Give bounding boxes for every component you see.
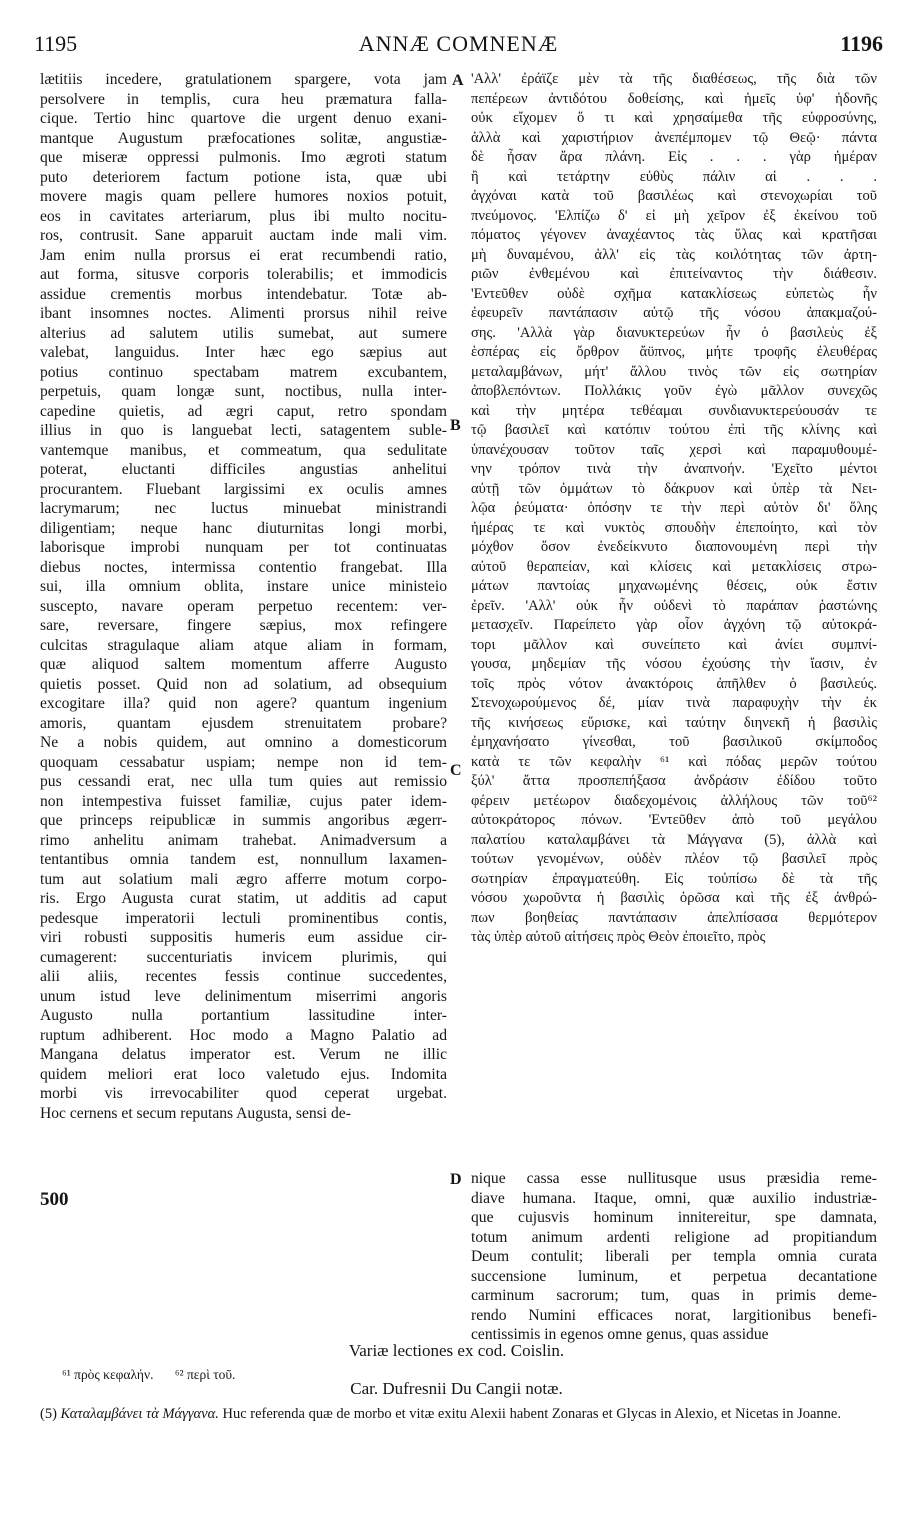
latin-text-line: ruptum adhiberent. Hoc modo a Magno Palatio ad [40,1026,447,1044]
latin-continuation [471,1169,877,1345]
greek-text-line: ἀποβλεπόντων. Πολλάκις γοῦν ἐγὼ μᾶλλον συνεχῶς [471,383,877,399]
margin-mark-c: C [450,762,462,779]
greek-text-line: κατὰ τε τῶν κεφαλὴν ⁶¹ καὶ πόδας μερῶν τούτου [471,753,877,770]
margin-mark-d: D [450,1171,462,1188]
footnote-text: Huc referenda quæ de morbo et vitæ exitu Alexii habent Zonaras et Glycas in Alexio, et Nicetas in Joanne. [222,1406,841,1422]
greek-text-line: ἡμέρας τε καὶ νυκτὸς σπουδὴν ἐπεποίητο, καὶ τὸν [471,519,877,536]
latin-text-line: cumagerent: succenturiatis invicem plurimis, qui [40,948,447,966]
latin-text-line: pedesque imperatorii lectuli prominentibus contis, [40,909,447,927]
greek-text-line: μόχθον ὅσον ἐνεδείκνυτο διαπονουμένη περὶ τὴν [471,539,877,555]
latin-text-line: ris. Ergo Augusta curat statim, ut additis ad caput [40,890,447,907]
latin-text-line: lacrymarum; nec luctus minuebat ministrandi [40,500,447,517]
latin-text-line: ibant insomnes noctes. Alimenti prorsus nihil reive [40,305,447,322]
latin-text-line: rendo Numini efficaces norat, largitionibus benefi- [471,1306,877,1324]
latin-text-line: sare, reversare, fingere sæpius, mox refingere [40,617,447,634]
greek-text-line: οὐκ εἴχομεν ὅ τι καὶ χρησαίμεθα τῆς εὐφροσύνης, [471,110,877,126]
latin-text-line: Ne a nobis quidem, aut omnino a domesticorum [40,734,447,751]
latin-text-line: alterius ad salutem utilis sumebat, aut sumere [40,324,447,342]
latin-text-line: quoquam cessabatur uspiam; nempe non id tem- [40,753,447,771]
greek-text-line: ἐμηχανήσατο γίνεσθαι, τοῦ βασιλικοῦ σκίμποδος [471,734,877,750]
greek-text-line: μὴ δυναμένου, ἀλλ' εἰς τὰς κοιλότητας τῶν ἀρτη- [471,246,877,263]
greek-text-line: ἀγχόναι κατὰ τοῦ βασιλέως καὶ στενοχωρίαι τοῦ [471,188,877,204]
latin-text-line: centissimis in egenos omne genus, quas assidue [471,1326,769,1343]
notes-heading: Car. Dufresnii Du Cangii notæ. [350,1379,563,1398]
greek-text-line: μάτων παντοίας μηχανωμένης θέσεις, οὐκ ἔστιν [471,578,877,594]
latin-text-line: Mangana delatus imperator est. Verum ne illic [40,1046,447,1063]
greek-text-line: ἐρεῖν. 'Αλλ' οὐκ ἦν οὐδενὶ τὸ παράπαν ῥαστώνης [471,597,877,614]
latin-text-line: poterat, eluctanti difficiles angustias anhelitui [40,461,447,478]
latin-text-line: laborisque improbi nunquam per tot continuatas [40,539,447,556]
greek-text-line: ἐφευρεῖν παντάπασιν αὐτῷ τῆς νόσου ἀπακμαζού- [471,305,877,321]
greek-text-line: πόματος γέγονεν ἀναχέαντος τὰς ὕλας καὶ κρατῆσαι [471,227,877,243]
page-number-right: 1196 [840,31,883,56]
greek-text-line: τορι μᾶλλον καὶ συνείπετο καὶ ἀνίει συμπνί- [471,636,877,653]
latin-text-line: alii aliis, recentes fessis continue succedentes, [40,968,447,985]
greek-text-line: 'Εντεῦθεν οὐδὲ σχῆμα κατακλίσεως εὐπετὼς ἦν [471,285,877,302]
latin-text-line: diligentiam; neque hanc diuturnitas longi morbi, [40,519,447,537]
latin-text-line: que miseræ oppressi pulmonis. Imo ægroti statum [40,149,447,166]
greek-text-line: παλατίου καταλαμβάνει τὰ Μάγγανα (5), ἀλλὰ καὶ [471,831,877,848]
greek-text-line: νην τρόπον τινὰ τὴν ἀναπνοήν. 'Εχεῖτο μέντοι [471,461,877,477]
latin-text-line: Deum contulit; liberali per templa omnia curata [471,1248,877,1265]
greek-text-line: 'Αλλ' ἐράϊζε μὲν τὰ τῆς διαθέσεως, τῆς διὰ τῶν [471,71,877,87]
greek-text-line: ριῶν ἐνθεμένου καὶ ἐπιτείναντος τὴν διάθεσιν. [471,266,877,282]
greek-text-line: ξύλ' ἄττα προσπεπήξασα ἀνδράσιν ἐδίδου τοῦτο [471,773,877,789]
latin-text-line: perpetuis, quam longæ sunt, noctibus, nulla inter- [40,383,447,400]
latin-text-line: diave humana. Itaque, omni, quæ auxilio industriæ- [471,1189,877,1207]
latin-text-line: quæ aliquod saltem momentum afferre Augusto [40,656,447,673]
greek-text-line: αὐτῇ τῶν ὀμμάτων τὸ δάκρυον καὶ ὑπὲρ τὰ Νει- [471,480,877,497]
latin-text-line: puto deteriorem factum potione ista, quæ ubi [40,168,447,186]
greek-text-line: τοῖς πρὸς νότον ἀνακτόροις ἀπῆλθεν ὁ βασιλεύς. [471,675,877,692]
greek-text-line: τῷ βασιλεῖ καὶ κατόπιν τούτου ἐπὶ τῆς κλίνης καὶ [471,422,877,438]
greek-text-line: πων βοηθείας παντάπασιν ἀπελπίσασα θερμότερον [471,909,877,926]
latin-text-line: culcitas stragulaque aliam atque aliam in formam, [40,636,447,654]
greek-text-line: αὐτοῦ θεραπείαν, καὶ κλίσεις καὶ μετακλίσεις στρω- [471,558,877,575]
running-title: ANNÆ COMNENÆ [358,31,559,56]
latin-text-line: tum aut solatium mali ægro afferre motum corpo- [40,870,447,888]
latin-text-line: unum istud leve delinimentum miserrimi angoris [40,987,447,1005]
greek-text-line: μεταλαμβάνων, μήτ' ἄλλου τινὸς τῶν εἰς σωτηρίαν [471,363,877,380]
greek-text-line: φέρειν μετέωρον διαδεχομένοις ἀλλήλους τῶν τοῦ⁶² [471,792,877,809]
latin-text-line: succensione luminum, et perpetua decantatione [471,1267,877,1285]
margin-mark-a: A [452,72,464,89]
latin-text-line: cique. Tertio hinc quartove die urgent denuo exani- [40,110,447,127]
latin-text-line: diebus noctes, intermissa contentio frangebat. Illa [40,558,447,576]
greek-text-line: τῆς κινήσεως εὕρισκε, καὶ ταύτην διηνεκῆ ἡ βασιλὶς [471,714,877,731]
greek-text-line: αὐτοκράτορος πόνων. 'Εντεῦθεν ἀπὸ τοῦ μεγάλου [471,812,877,828]
greek-text-line: σωτηρίαν ἐπραγματεύθη. Εἰς τοὐπίσω δὲ τὰ τῆς [471,870,877,887]
latin-text-line: valebat, languidus. Inter hæc ego sæpius aut [40,344,447,361]
variant-reading-61: ⁶¹ πρὸς κεφαλήν. [62,1367,154,1382]
footnote-greek: Καταλαμβάνει τὰ Μάγγανα. [60,1406,219,1422]
latin-text-line: tentantibus omnia tandem est, nonnullum laxamen- [40,851,447,868]
latin-text-line: mantque Augustum præfocationes solitæ, angustiæ- [40,129,447,147]
latin-text-line: non intempestiva fuisset familiæ, cujus pater idem- [40,792,447,810]
latin-text-line: vantemque manibus, et commeatum, qua sedulitate [40,441,447,459]
footnote [40,1405,870,1423]
latin-text-line: ros, contrusit. Sane apparuit auctam inde mali vim. [40,227,447,244]
latin-text-line: que princeps reipublicæ in summis angoribus ægerr- [40,812,447,829]
latin-text-line: Augusto nulla portantium lassitudine inter- [40,1007,447,1024]
greek-text-line: γουσα, μηδεμίαν τῆς νόσου ἐχούσης τὴν ἴασιν, ἐν [471,656,877,672]
latin-text-line: Jam enim nulla prorsus ei erat recumbendi ratio, [40,246,447,264]
greek-text-line: λῷα ῥεύματα· ὁπόσην τε τὴν περὶ αὐτὸν δι' ὅλης [471,500,877,516]
greek-text-line: Στενοχωρούμενος δέ, μίαν τινὰ παραφυχὴν τὴν ἐκ [471,695,877,711]
latin-text-line: rimo anhelitu animam trahebat. Animadversum a [40,831,447,849]
latin-text-line: eos in cavitates arteriarum, plus ibi multo nocitu- [40,207,447,225]
greek-text-line: πεπέρεων ἀντιδότου δοθείσης, καὶ ἡμεῖς ὑφ' ἡδονῆς [471,90,877,107]
greek-text-line: νόσου χωροῦντα ἡ βασιλὶς ὁρῶσα καὶ τῆς ἐξ ἀνθρώ- [471,890,877,906]
latin-text-line: pus cessandi erat, nec ulla tum quies aut remissio [40,773,447,790]
greek-text-line: μετασχεῖν. Παρείπετο γὰρ οἷον ἀγχόνη τῷ αὐτοκρά- [471,617,877,633]
latin-text-line: illius in quo is languebat lecti, satagentem suble- [40,422,447,439]
variant-reading-62: ⁶² περὶ τοῦ. [174,1367,236,1382]
greek-text-line: καὶ τὴν μητέρα τεθέαμαι συνδιανυκτερεύουσάν τε [471,402,877,419]
greek-text-line: πνεύμονος. 'Ελπίζω δ' εἰ μὴ χεῖρον ἐξ ἐκείνου τοῦ [471,207,877,224]
greek-column [471,70,877,948]
running-header [34,31,883,61]
greek-text-line: ἢ καὶ τετάρτην εὐθὺς πάλιν αἱ . . . [471,168,877,185]
greek-text-line: δὲ ἦσαν ἄρα πλάνη. Εἰς . . . γὰρ ἡμέραν [471,149,877,165]
greek-text-line: ἀλλὰ καὶ χαριστήριον ἀνεπέμπομεν τῷ Θεῷ· πάντα [471,129,877,146]
page-number-left: 1195 [34,31,78,56]
latin-text-line: viri robusti suppositis humeris eum assidue cir- [40,929,447,946]
latin-text-line: potius continuo spectabam matrem excubantem, [40,363,447,381]
variae-heading: Variæ lectiones ex cod. Coislin. [348,1341,565,1360]
latin-text-line: sui, illa omnium oblita, instare unice ministeio [40,578,447,595]
latin-text-line: Hoc cernens et secum reputans Augusta, sensi de- [40,1104,351,1122]
footnote-number: (5) [40,1406,57,1422]
latin-text-line: totum animum ardenti religione ad propitiandum [471,1228,877,1246]
latin-column [40,70,447,1123]
column-number: 500 [40,1189,69,1210]
latin-text-line: carminum sacrorum; tum, quas in primis deme- [471,1287,877,1304]
latin-text-line: aut forma, situsve corporis tolerabilis; et immodicis [40,266,447,283]
latin-text-line: quietis posset. Quid non ad solatium, ad obsequium [40,675,447,693]
latin-text-line: movere magis quam pellere humores noxios potuit, [40,188,447,205]
latin-text-line: lætitiis incedere, gratulationem spargere, vota jam [40,71,447,88]
latin-text-line: amoris, quantam ejusdem strenuitatem probare? [40,714,447,732]
margin-mark-b: B [450,417,461,434]
greek-text-line: ὑπανέχουσαν τοῦτον ταῖς χερσὶ καὶ παραμυθουμέ- [471,441,877,458]
greek-text-line: τούτων γενομένων, οὐδὲν πλέον τῷ βασιλεῖ πρὸς [471,851,877,867]
latin-text-line: assidue crementis morbus intendebatur. Totæ ab- [40,285,447,303]
greek-text-line: ἑσπέρας εἰς ὄρθρον ἄϋπνος, μήτε τροφῆς ἐλευθέρας [471,344,877,360]
latin-text-line: quidem meliori erat loco valetudo ejus. Indomita [40,1065,447,1083]
latin-text-line: suscepto, navare operam perpetuo recentem: ver- [40,597,447,615]
latin-text-line: nique cassa esse nullitusque usus præsidia reme- [471,1170,877,1187]
latin-text-line: morbi vis irrevocabiliter quod ceperat urgebat. [40,1085,447,1102]
latin-text-line: capedine quietis, ad ægri caput, retro spondam [40,402,447,420]
latin-text-line: que cujusvis hominum innitereitur, spe damnata, [471,1209,877,1226]
greek-text-line: σης. 'Αλλὰ γὰρ διανυκτερεύων ἦν ὁ βασιλεὺς ἐξ [471,324,877,341]
latin-text-line: procurantem. Fluebant largissimi ex oculis amnes [40,480,447,498]
greek-text-line: τὰς ὑπὲρ αὐτοῦ αἰτήσεις πρὸς Θεὸν ἐποιεῖτο, πρὸς [471,929,766,945]
latin-text-line: excogitare illa? quid non agere? quantum ingenium [40,695,447,712]
latin-text-line: persolvere in templis, cura heu præmatura falla- [40,90,447,108]
